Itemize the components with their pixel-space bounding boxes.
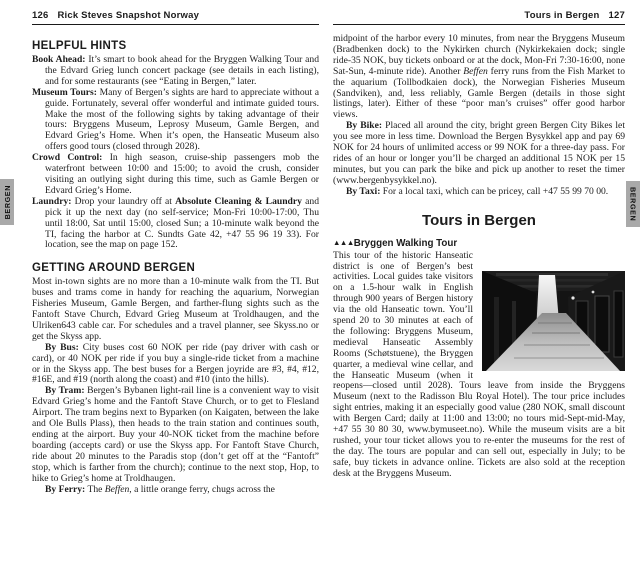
book-title: Rick Steves Snapshot Norway	[57, 10, 200, 21]
paragraph-by-bike: By Bike: Placed all around the city, bright green Bergen City Bikes let you see more in less time. Download the Bergen Bysykkel app and pay 69 NOK for 24 hours of unlimited access or 99 NOK for a three-day pass. For rides of an hour or longer you’ll be charged an additional 15 NOK per 15 minutes, but you can park the bike and pick up another to reset the timer (www.bergenbysykkel.no).	[333, 120, 625, 186]
right-page	[333, 10, 625, 480]
right-bergen-tab-label: BERGEN	[628, 186, 638, 222]
hint-book-ahead: Book Ahead: It’s smart to book ahead for the Bryggen Walking Tour and the Edvard Grieg lunch concert package (see details in each listing), and for some restaurants (see “Eating in Bergen,” later.	[32, 54, 320, 87]
hint-laundry: Laundry: Drop your laundry off at Absolute Cleaning & Laundry and pick it up the next day (no self-service; Mon-Fri 10:00-17:00, Thu until 18:00, Sat until 15:00, closed Sun; a 10-minute walk beyond the TI, facing the harbor at C. Sundts Gate 42, +47 55 96 19 33). For location, see the map on page 152.	[32, 195, 319, 251]
bryggen-alley-photo	[482, 271, 625, 371]
left-running-head	[32, 10, 319, 25]
walking-tour-title: Bryggen Walking Tour	[353, 237, 458, 249]
section-title: Tours in Bergen	[524, 10, 600, 21]
left-bergen-tab-label: BERGEN	[2, 184, 12, 220]
paragraph-by-bus: By Bus: City buses cost 60 NOK per ride (pay driver with cash or card), or 40 NOK per ride if you buy a single-ride ticket from a machine or in the Skyss app. The best buses for a Bergen joyride are #3, #4, #12, #16E, and #19 (north along the coast) and #10 (into the hills).	[32, 341, 319, 386]
bryggen-alley-photo-art	[482, 271, 625, 371]
getting-around-heading: GETTING AROUND BERGEN	[32, 262, 196, 275]
tours-in-bergen-heading: Tours in Bergen	[422, 211, 536, 229]
left-page-number: 126	[32, 10, 49, 21]
hint-crowd-control: Crowd Control: In high season, cruise-ship passengers mob the waterfront between 10:00 and 15:00; to avoid the crush, consider visiting an outlying sight during this time, such as Gamle Bergen or Edvard Grieg’s Home.	[32, 152, 319, 196]
right-page-number: 127	[608, 10, 625, 21]
right-bergen-tab	[626, 181, 640, 227]
bryggen-walking-tour-heading	[333, 238, 625, 249]
helpful-hints-heading: HELPFUL HINTS	[32, 40, 127, 52]
paragraph-by-ferry: By Ferry: The Beffen, a little orange ferry, chugs across the	[45, 483, 275, 495]
paragraph-by-tram: By Tram: Bergen’s Bybanen light-rail line is a convenient way to visit Edvard Grieg’s home and the Fantoft Stave Church, or to get to Flesland Airport. The tram begins next to Byparken (on Kaigaten, between the lake and Ole Bulls Plass), then heads to the train station and continues south, ending at the airport. Buy your 40-NOK ticket from the machine before boarding (accepts card) or use the Skyss app. For Fantoft Stave Church, ride about 20 minutes to the Paradis stop (don’t get off at the “Fantoft” stop, which is farther from the church); continue to the next stop, Hop, to hike to Grieg’s home at Troldhaugen.	[32, 385, 319, 484]
paragraph-by-taxi: By Taxi: For a local taxi, which can be pricey, call +47 55 99 70 00.	[346, 185, 609, 197]
left-page	[32, 10, 319, 495]
hint-museum-tours: Museum Tours: Many of Bergen’s sights are hard to appreciate without a guide. Fortunately, several offer wonderful and intimate guided tours. Make the most of the following sights by taking advantage of their tours: Bryggens Museum, Leprosy Museum, Gamle Bergen, and Edvard Grieg’s Home. When it’s open, the Hanseatic Museum also offers good tours (closed through 2028).	[32, 86, 319, 153]
left-bergen-tab	[0, 179, 14, 225]
rating-triangles-icon: ▲▲▲	[333, 237, 354, 247]
right-running-head	[333, 10, 625, 25]
paragraph-ferry-continued: midpoint of the harbor every 10 minutes, from near the Bryggens Museum (Bradbenken dock) to the Nykirken church (Nykirkekaien dock; single ride-35 NOK, buy tickets onboard or at the dock, Mon-Fri 7:30-16:00, none Sat-Sun, 4-minute ride). Another Beffen ferry runs from the Fish Market to the aquarium (Tollbodkaien dock), the Norwegian Fisheries Museum (Sandviken), and, less reliably, Gamle Bergen (details in those sight listings, later). Either of these “poor man’s cruises” offer good harbor views.	[333, 33, 625, 121]
walking-tour-body: This tour of the historic Hanseatic district is one of Bergen’s best activities. Local guides take visitors on a 1.5-hour walk in English through 900 years of Bergen history via the old Hanseatic town. You’ll spend 20 to 30 minutes at each of the following: Bryggens Museum, medieval Hanseatic Assembly Rooms (Schøtstuene), the Bryggen quarter, a medieval wine cellar, and the Hanseatic Museum (when it reopens—closed until 2028). Tours leave from inside the Bryggens Museum (next to the Radisson Blu Royal Hotel). The tour price includes sight entries, making it an especially good value (280 NOK, small discount with Bergen Card; daily at 11:00 and 13:00; no tours mid-Sept-mid-May, +47 55 30 80 30, www.bymuseet.no). While the museum visits are a bit rushed, your tour ticket allows you to re-enter the museums for the rest of the day. The tours are popular and can sell out, especially in July; to be safe, buy tickets in advance online. Tickets are also sold at the reception desk at the Bryggens Museum.	[333, 249, 625, 479]
getting-around-intro: Most in-town sights are no more than a 10-minute walk from the TI. But buses and trams come in handy for reaching the aquarium, Norwegian Fisheries Museum, Gamle Bergen, and farther-flung sights such as the Fantoft Stave Church, Edvard Grieg Museum at Troldhaugen, and the Ulriken643 cable car. For schedules and a travel planner, see Skyss.no or get the Skyss app.	[32, 276, 319, 342]
